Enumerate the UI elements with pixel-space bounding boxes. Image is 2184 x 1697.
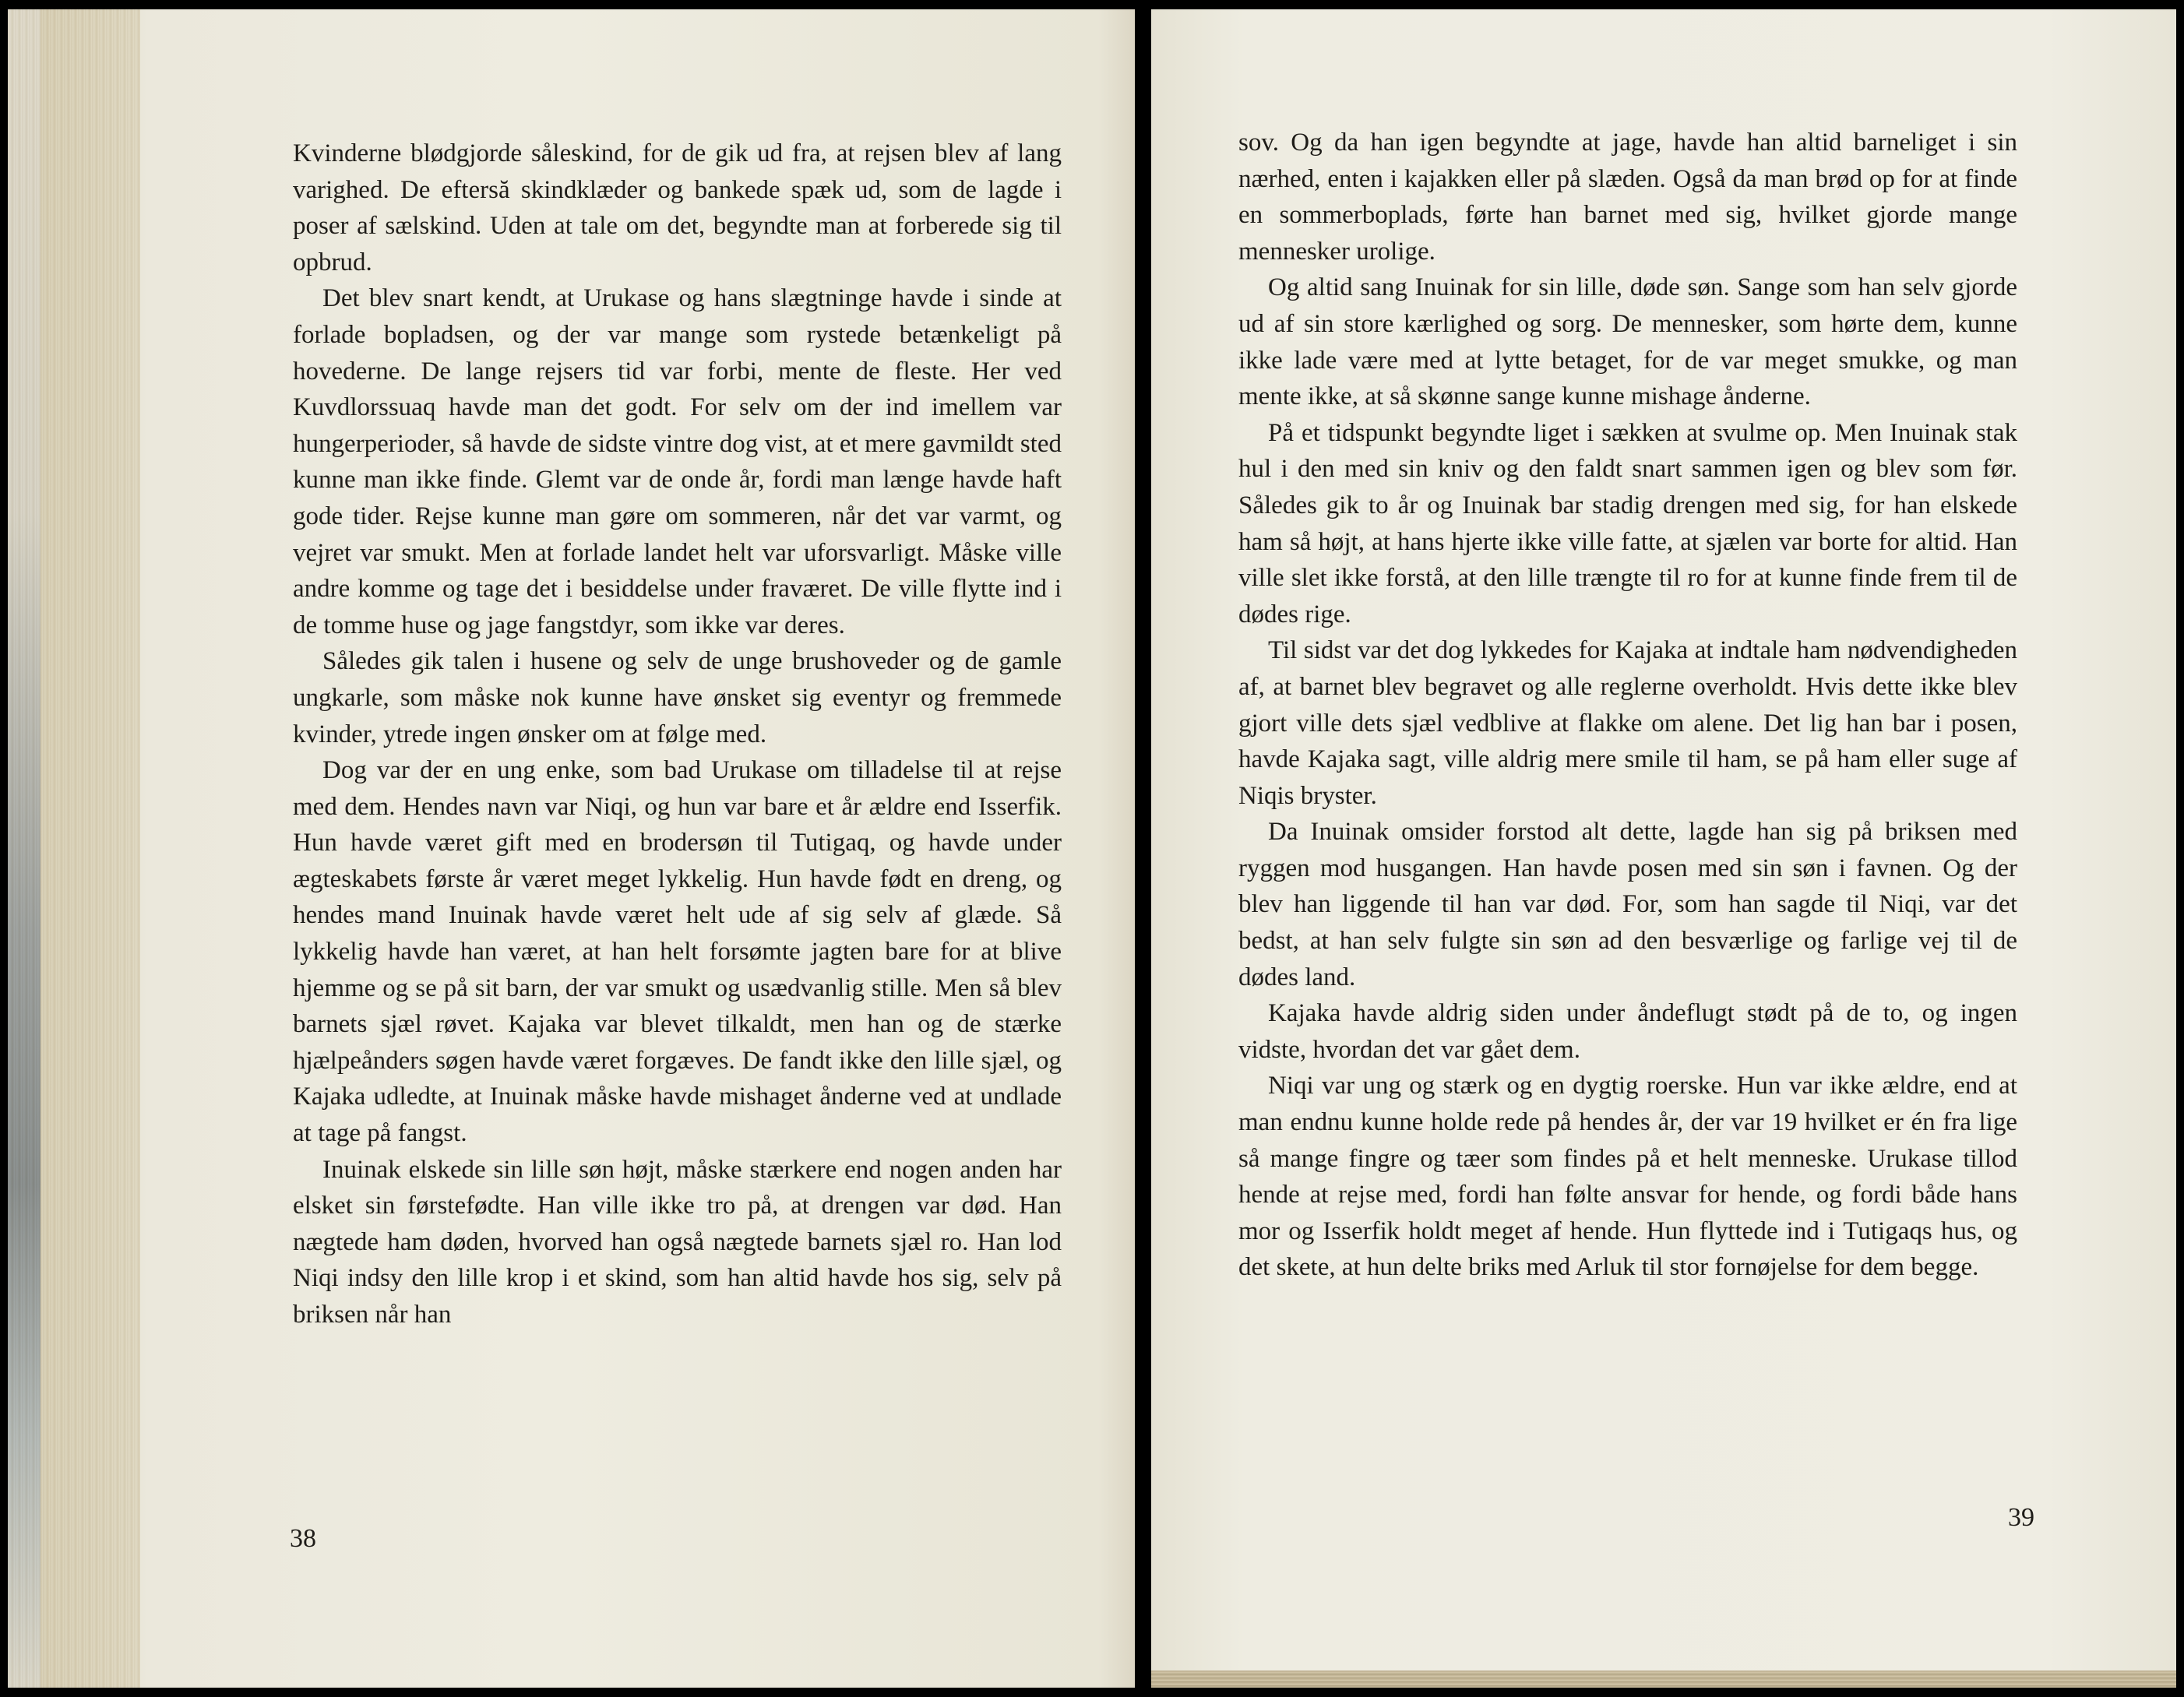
paragraph: Kajaka havde aldrig siden under åndeflugt stødt på de to, og ingen vidste, hvordan det var gået dem. bbox=[1238, 999, 2017, 1064]
paragraph: Kvinderne blødgjorde såleskind, for de gik ud fra, at rejsen blev af lang varighed. De eftersă skindklæder og bankede spæk ud, som de lagde i poser af sælskind. Uden at tale om det, begyndte man at forberede sig til opbrud. bbox=[293, 139, 1062, 276]
page-number: 38 bbox=[290, 1524, 316, 1553]
paragraph: Det blev snart kendt, at Urukase og hans slægtninge havde i sinde at forlade bopladsen, og der var mange som rystede betænkeligt på hovederne. De lange rejsers tid var forbi, mente de fleste. Her ved Kuvdlorssuaq havde man det godt. For selv om der ind imellem var hungerperioder, så havde de sidste vintre dog vist, at et mere gavmildt sted kunne man ikke finde. Glemt var de onde år, fordi man længe havde haft gode tider. Rejse kunne man gøre om sommeren, når det var varmt, og vejret var smukt. Men at forlade landet helt var uforsvarligt. Måske ville andre komme og tage det i besiddelse under fraværet. De ville flytte ind i de tomme huse og jage fangstdyr, som ikke var deres. bbox=[293, 284, 1062, 639]
right-page-text bbox=[1238, 125, 2017, 1286]
paragraph: Niqi var ung og stærk og en dygtig roerske. Hun var ikke ældre, end at man endnu kunne holde rede på hendes år, der var 19 hvilket er én fra lige så mange fingre og tæer som findes på et helt menneske. Urukase tillod hende at rejse med, fordi han følte ansvar for hende, og fordi både hans mor og Isserfik holdt meget af hende. Hun flyttede ind i Tutigaqs hus, og det skete, at hun delte briks med Arluk til stor fornøjelse for dem begge. bbox=[1238, 1072, 2017, 1282]
paragraph-continuation: sov. Og da han igen begyndte at jage, havde han altid barneliget i sin nærhed, enten i kajakken eller på slæden. Også da man brød op for at finde en sommerboplads, førte han barnet med sig, hvilket gjorde mange mennesker urolige. bbox=[1238, 129, 2017, 266]
paragraph: På et tidspunkt begyndte liget i sækken at svulme op. Men Inuinak stak hul i den med sin kniv og den faldt snart sammen igen og blev som før. Således gik to år og Inuinak bar stadig drengen med sig, for han elskede ham så højt, at hans hjerte ikke ville fatte, at sjælen var borte for altid. Han ville slet ikke forstå, at den lille trængte til ro for at kunne finde frem til de dødes rige. bbox=[1238, 418, 2017, 628]
paragraph: Således gik talen i husene og selv de unge brushoveder og de gamle ungkarle, som måske nok kunne have ønsket sig eventyr og fremmede kvinder, ytrede ingen ønsker om at følge med. bbox=[293, 647, 1062, 748]
left-page-text bbox=[293, 136, 1062, 1333]
paragraph: Da Inuinak omsider forstod alt dette, lagde han sig på briksen med ryggen mod husgangen. Han havde posen med sin søn i favnen. Og der blev han liggende til han var død. For, som han sagde til Niqi, var det bedst, at han selv fulgte sin søn ad den besværlige og farlige vej til de dødes land. bbox=[1238, 818, 2017, 991]
paragraph: Og altid sang Inuinak for sin lille, døde søn. Sange som han selv gjorde ud af sin store kærlighed og sorg. De mennesker, som hørte dem, kunne ikke lade være med at lytte betaget, for de var meget smukke, og man mente ikke, at så skønne sange kunne mishage ånderne. bbox=[1238, 273, 2017, 411]
right-page bbox=[1151, 9, 2176, 1688]
page-edge-strip bbox=[8, 9, 140, 1688]
paragraph: Dog var der en ung enke, som bad Urukase om tilladelse til at rejse med dem. Hendes navn var Niqi, og hun var bare et år ældre end Isserfik. Hun havde været gift med en brodersøn til Tutigaq, og havde under ægteskabets første år været meget lykkelig. Hun havde født en dreng, og hendes mand Inuinak havde været helt ude af sig selv af glæde. Så lykkelig havde han været, at han helt forsømte jagten bare for at blive hjemme og se på sit barn, der var smukt og usædvanlig stille. Men så blev barnets sjæl røvet. Kajaka var blevet tilkaldt, men han og de stærke hjælpeånders søgen havde været forgæves. De fandt ikke den lille sjæl, og Kajaka udledte, at Inuinak måske havde mishaget ånderne ved at undlade at tage på fangst. bbox=[293, 756, 1062, 1148]
page-bottom-edge bbox=[1151, 1671, 2176, 1688]
paragraph: Til sidst var det dog lykkedes for Kajaka at indtale ham nødvendigheden af, at barnet blev begravet og alle reglerne overholdt. Hvis dette ikke blev gjort ville dets sjæl vedblive at flakke om alene. Det lig han bar i posen, havde Kajaka sagt, ville aldrig mere smile til ham, se på ham eller suge af Niqis bryster. bbox=[1238, 636, 2017, 810]
left-page bbox=[8, 9, 1135, 1688]
page-number: 39 bbox=[2008, 1503, 2034, 1532]
paragraph: Inuinak elskede sin lille søn højt, måske stærkere end nogen anden har elsket sin førstefødte. Han ville ikke tro på, at drengen var død. Han nægtede ham døden, hvorved han også nægtede barnets sjæl ro. Han lod Niqi indsy den lille krop i et skind, som han altid havde hos sig, selv på briksen når han bbox=[293, 1155, 1062, 1329]
